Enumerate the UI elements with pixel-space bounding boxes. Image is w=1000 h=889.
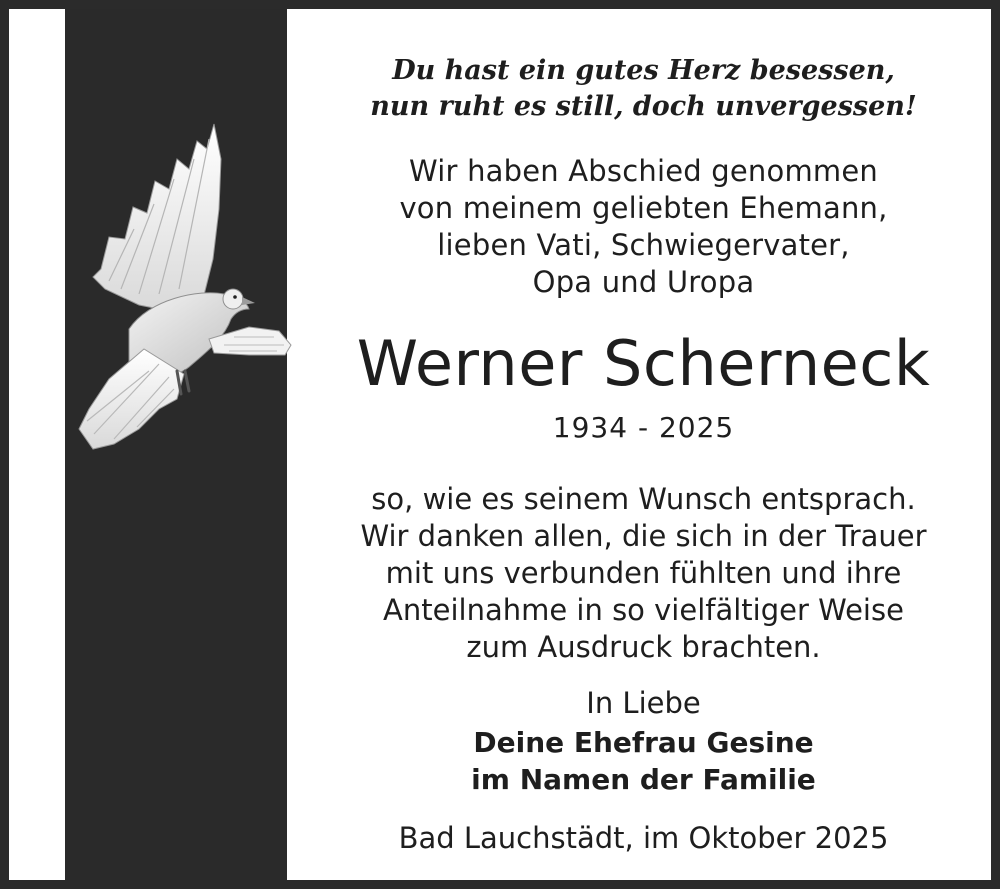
thanks-line: Anteilnahme in so vielfältiger Weise — [383, 593, 904, 627]
signature-block — [287, 724, 1000, 798]
deceased-name: Werner Scherneck — [356, 327, 931, 400]
intro-line: lieben Vati, Schwiegervater, — [437, 228, 850, 262]
place-and-date: Bad Lauchstädt, im Oktober 2025 — [398, 821, 889, 855]
notice-text-column — [287, 9, 1000, 880]
thanks-paragraph — [287, 481, 1000, 666]
farewell-intro — [287, 153, 1000, 301]
signature-line: Deine Ehefrau Gesine — [473, 726, 814, 759]
thanks-line: mit uns verbunden fühlten und ihre — [385, 556, 902, 590]
dove-icon — [9, 109, 299, 459]
intro-line: von meinem geliebten Ehemann, — [399, 191, 888, 225]
intro-line: Opa und Uropa — [532, 265, 755, 299]
in-love-line: In Liebe — [586, 686, 701, 720]
intro-line: Wir haben Abschied genommen — [409, 154, 878, 188]
thanks-line: zum Ausdruck brachten. — [466, 630, 821, 664]
signature-line: im Namen der Familie — [471, 763, 816, 796]
thanks-line: so, wie es seinem Wunsch entsprach. — [371, 482, 916, 516]
life-dates: 1934 - 2025 — [552, 411, 735, 444]
quote-line: nun ruht es still, doch unvergessen! — [370, 91, 917, 122]
memorial-quote — [287, 53, 1000, 125]
thanks-line: Wir danken allen, die sich in der Trauer — [360, 519, 927, 553]
quote-line: Du hast ein gutes Herz besessen, — [392, 55, 895, 86]
